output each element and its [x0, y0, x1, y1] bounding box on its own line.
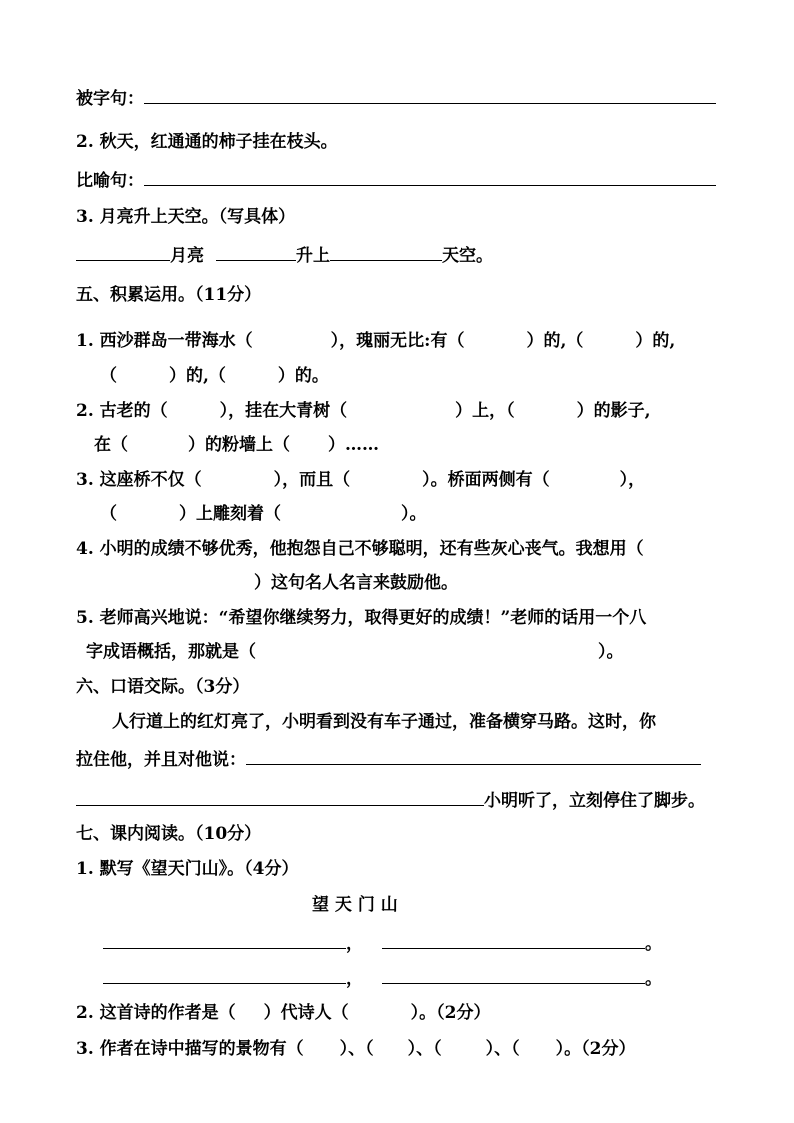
a2-part2: ），挂在大青树（ — [219, 401, 348, 421]
b2-part3: ）。（2分） — [410, 1003, 491, 1023]
a2-part6: ）的粉墙上（ — [188, 435, 290, 455]
poem-blank-4[interactable] — [382, 966, 645, 984]
b2-part1: 2. 这首诗的作者是（ — [76, 1003, 236, 1023]
a4-line1: 4. 小明的成绩不够优秀，他抱怨自己不够聪明，还有些灰心丧气。我想用（ — [76, 539, 644, 559]
b1-text: 1. 默写《望天门山》。（4分） — [76, 859, 299, 879]
b2-line — [76, 1002, 491, 1024]
simile-blank[interactable] — [144, 168, 716, 186]
a2-part5: 在（ — [94, 435, 128, 455]
sec6-tail: 小明听了，立刻停住了脚步。 — [484, 791, 705, 811]
a5-line2 — [86, 641, 624, 663]
a4-line2 — [172, 572, 458, 594]
a1-part5: （ — [100, 366, 117, 386]
bei-sentence-row — [76, 86, 716, 110]
b3-part2: ）、（ — [339, 1039, 374, 1059]
sec6-say-label: 拉住他，并且对他说： — [76, 750, 246, 770]
poem-period-2: 。 — [645, 969, 662, 989]
a3-part7: ）。 — [401, 504, 427, 524]
a1-part3: ）的,（ — [526, 331, 584, 351]
a4-part2: ）这句名人名言来鼓励他。 — [254, 573, 458, 593]
poem-period-1: 。 — [645, 934, 662, 954]
section-7-title: 七、课内阅读。（10分） — [76, 824, 262, 844]
a3-part3: ）。桥面两侧有（ — [422, 470, 550, 490]
b3-part1: 3. 作者在诗中描写的景物有（ — [76, 1039, 304, 1059]
poem-comma-2: ， — [346, 969, 363, 989]
a1-line1 — [76, 330, 675, 352]
a2-line2 — [94, 434, 379, 456]
sec6-answer-blank-2[interactable] — [76, 788, 484, 806]
poem-blank-1[interactable] — [103, 931, 346, 949]
a5-part3: ）。 — [598, 642, 624, 662]
b2-part2: ）代诗人（ — [263, 1003, 349, 1023]
q3-blank-2[interactable] — [216, 243, 296, 261]
a1-part6: ）的,（ — [169, 366, 226, 386]
poem-blank-2[interactable] — [382, 931, 645, 949]
sec6-para-line2 — [76, 747, 701, 771]
a1-part4: ）的, — [635, 331, 676, 351]
a3-line1 — [76, 469, 645, 491]
b3-part5: ）。（2分） — [555, 1039, 636, 1059]
a3-part5: （ — [100, 504, 117, 524]
a2-part4: ）的影子, — [576, 401, 651, 421]
a1-part1: 1. 西沙群岛一带海水（ — [76, 331, 253, 351]
sec6-para-line3 — [76, 788, 705, 812]
poem-blank-3[interactable] — [103, 966, 346, 984]
bei-sentence-label: 被字句： — [76, 89, 144, 109]
q2-text: 2. 秋天，红通通的柿子挂在枝头。 — [76, 132, 338, 152]
b3-line — [76, 1038, 636, 1060]
a1-part7: ）的。 — [277, 366, 329, 386]
a1-part2: ），瑰丽无比:有（ — [330, 331, 465, 351]
q3-word-rise: 升上 — [296, 246, 330, 266]
a3-part6: ）上雕刻着（ — [179, 504, 281, 524]
poem-comma-1: ， — [346, 934, 363, 954]
a1-line2 — [100, 365, 329, 387]
q3-fill-row — [76, 243, 493, 267]
sec6-para-line1: 人行道上的红灯亮了，小明看到没有车子通过，准备横穿马路。这时，你 — [112, 712, 656, 732]
a3-part1: 3. 这座桥不仅（ — [76, 470, 202, 490]
sec6-answer-blank-1[interactable] — [246, 747, 701, 765]
a2-line1 — [76, 400, 651, 422]
b3-part3: ）、（ — [407, 1039, 442, 1059]
a3-part2: ），而且（ — [273, 470, 351, 490]
a2-part7: ）…… — [328, 435, 379, 455]
simile-label: 比喻句： — [76, 171, 144, 191]
poem-title: 望 天 门 山 — [312, 895, 398, 915]
simile-row — [76, 168, 716, 192]
poem-line-1 — [103, 931, 662, 955]
a3-line2 — [100, 503, 427, 525]
poem-line-2 — [103, 966, 662, 990]
a2-part3: ）上，（ — [455, 401, 515, 421]
q3-word-sky: 天空。 — [442, 246, 493, 266]
bei-sentence-blank[interactable] — [144, 86, 716, 104]
a5-part2: 字成语概括，那就是（ — [86, 642, 256, 662]
a3-part4: ）， — [619, 470, 646, 490]
section-5-title: 五、积累运用。（11分） — [76, 285, 262, 305]
section-6-title: 六、口语交际。（3分） — [76, 677, 250, 697]
q3-blank-1[interactable] — [76, 243, 170, 261]
a2-part1: 2. 古老的（ — [76, 401, 168, 421]
q3-text: 3. 月亮升上天空。（写具体） — [76, 207, 296, 227]
a5-line1: 5. 老师高兴地说：“希望你继续努力，取得更好的成绩！”老师的话用一个八 — [76, 608, 647, 628]
q3-blank-3[interactable] — [330, 243, 442, 261]
q3-word-moon: 月亮 — [170, 246, 204, 266]
b3-part4: ）、（ — [485, 1039, 520, 1059]
